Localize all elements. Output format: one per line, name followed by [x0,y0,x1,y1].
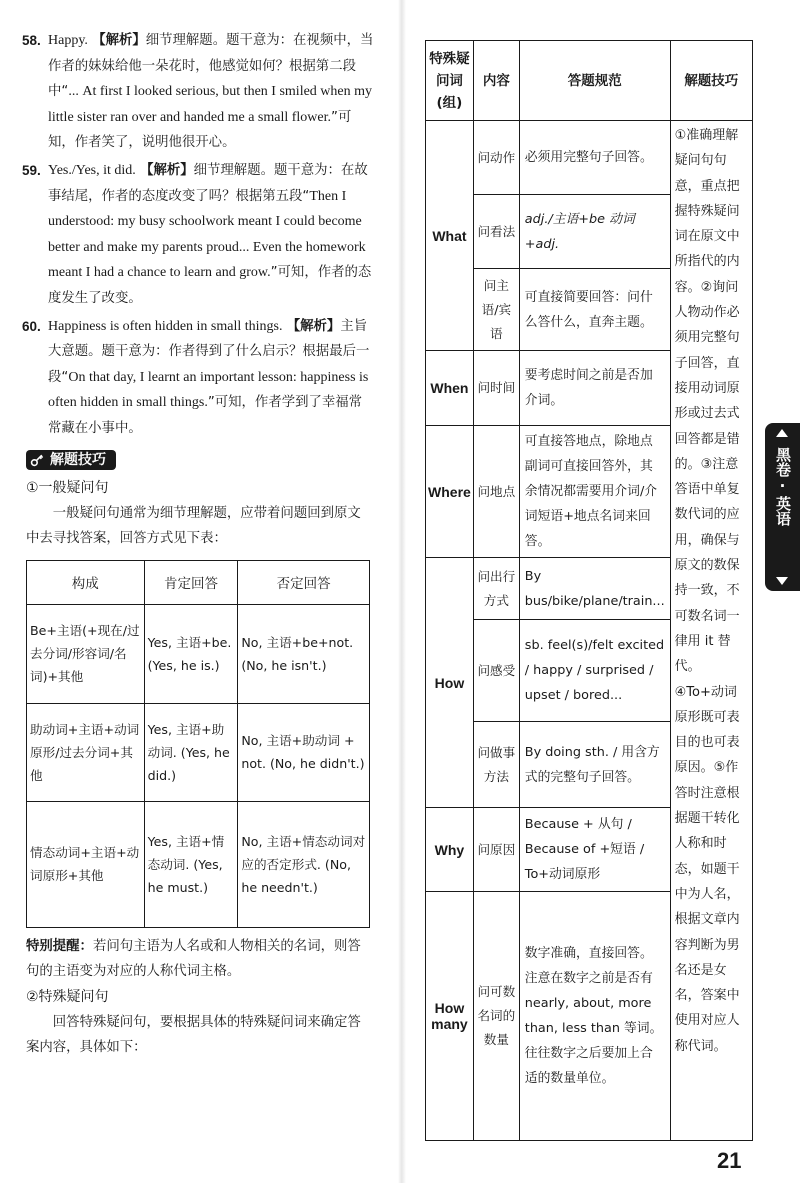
content-cell: 问地点 [473,426,519,558]
table-header-row [27,560,370,604]
table-header: 否定回答 [238,560,370,604]
question-word: How many [426,892,474,1141]
table-header: 构成 [27,560,145,604]
spec-cell: adj./主语+be 动词+adj. [519,195,670,269]
answer-text: Happiness is often hidden in small things. [48,318,283,334]
analysis-quote: ... At first I looked serious, but then I smiled when my little sister ran over and handed me a small flower. [48,84,373,125]
key-icon [26,450,48,470]
analysis-text: 主旨大意题。题干意为：作者得到了什么启示？根据最后一段“ [48,318,370,385]
table-header-row [426,41,753,121]
content-cell: 问感受 [473,620,519,722]
analysis-text-end: ”可知，作者笑了，说明他很开心。 [48,109,352,151]
analysis-text: 细节理解题。题干意为：在视频中，当作者的妹妹给他一朵花时，他感觉如何？根据第二段中“ [48,33,374,100]
yes-no-question-table [26,560,370,928]
analysis-text: 细节理解题。题干意为：在故事结尾，作者的态度改变了吗？根据第五段“ [48,162,368,204]
table-cell: 助动词+主语+动词原形/过去分词+其他 [27,703,145,801]
question-word: Where [426,426,474,558]
answer-59 [22,158,374,312]
section-paragraph: 回答特殊疑问句，要根据具体的特殊疑问词来确定答案内容，具体如下： [26,1014,361,1056]
answer-text: Happy. [48,33,88,48]
spec-cell: By doing sth. / 用含方式的完整句子回答。 [519,722,670,808]
table-header: 内容 [473,41,519,121]
table-header: 解题技巧 [670,41,752,121]
table-header: 特殊疑问词(组) [426,41,474,121]
tips-banner [26,450,116,470]
section-paragraph: 一般疑问句通常为细节理解题，应带着问题回到原文中去寻找答案，回答方式见下表： [26,505,361,547]
content-cell: 问做事方法 [473,722,519,808]
analysis-tag: 【解析】 [286,318,341,334]
page-fold-shadow [398,0,406,1183]
spec-cell: 要考虑时间之前是否加介词。 [519,351,670,426]
triangle-up-icon [776,429,788,437]
question-word: What [426,121,474,351]
page-number: 21 [717,1148,742,1173]
tips-cell: ①准确理解疑问句句意，重点把握特殊疑问词在原文中所指代的内容。②询问人物动作必须用完整句子回答，直接用动词原形或过去式回答都是错的。③注意答语中单复数代词的应用，确保与原文的数保持一致，不可数名词一律用 it 替代。④To+动词原形既可表目的也可表原因。⑤作答时注意根据题干转化人称和时态，如题干中为人名，根据文章内容判断为男名还是女名，答案中使用对应人称代词。 [670,121,752,1141]
table-row [27,703,370,801]
question-word: When [426,351,474,426]
section-title-wh: ②特殊疑问句 [26,988,109,1005]
spec-cell: 数字准确，直接回答。注意在数字之前是否有 nearly, about, more than, less than 等词。往往数字之后要加上合适的数量单位。 [519,892,670,1141]
analysis-quote: On that day, I learnt an important lesson: happiness is often hidden in small things. [48,369,369,411]
analysis-tag: 【解析】 [140,162,194,178]
table-cell: No, 主语+情态动词对应的否定形式. (No, he needn't.) [238,801,370,927]
content-cell: 问看法 [473,195,519,269]
analysis-text-end: ”可知，作者的态度发生了改变。 [48,265,372,306]
question-number: 59. [22,162,41,178]
answer-58 [22,28,374,156]
answer-text: Yes./Yes, it did. [48,162,136,178]
spec-cell: 可直接简要回答：问什么答什么，直奔主题。 [519,269,670,351]
subject-side-tab [765,423,800,591]
content-cell: 问原因 [473,808,519,892]
analysis-quote: Then I understood: my busy schoolwork meant I could become better and make my parents proud... Even the homework meant I had a chance to learn and grow. [48,188,366,281]
question-word: How [426,558,474,808]
analysis-tag: 【解析】 [92,33,146,48]
wh-question-table [425,40,753,1141]
answer-60 [22,314,374,442]
table-cell: Yes, 主语+情态动词. (Yes, he must.) [144,801,238,927]
table-cell: No, 主语+助动词 + not. (No, he didn't.) [238,703,370,801]
tips-label: 解题技巧 [48,450,116,470]
table-cell: 情态动词+主语+动词原形+其他 [27,801,145,927]
table-row [426,121,753,195]
table-cell: Yes, 主语+be. (Yes, he is.) [144,604,238,703]
spec-cell: Because + 从句 / Because of +短语 / To+动词原形 [519,808,670,892]
content-cell: 问主语/宾语 [473,269,519,351]
question-word: Why [426,808,474,892]
side-tab-label [765,447,800,526]
content-cell: 问动作 [473,121,519,195]
side-tab-dot: · [779,477,786,495]
side-tab-line2: 英语 [774,496,792,526]
special-note [22,934,374,985]
table-cell: Yes, 主语+助动词. (Yes, he did.) [144,703,238,801]
content-cell: 问出行方式 [473,558,519,620]
note-text: 若问句主语为人名或和人物相关的名词，则答句的主语变为对应的人称代词主格。 [26,938,361,980]
triangle-down-icon [776,577,788,585]
content-cell: 问时间 [473,351,519,426]
table-cell: Be+主语(+现在/过去分词/形容词/名词)+其他 [27,604,145,703]
spec-cell: sb. feel(s)/felt excited / happy / surprised / upset / bored... [519,620,670,722]
content-cell: 问可数名词的数量 [473,892,519,1141]
table-cell: No, 主语+be+not. (No, he isn't.) [238,604,370,703]
question-number: 60. [22,318,41,334]
table-header: 答题规范 [519,41,670,121]
table-header: 肯定回答 [144,560,238,604]
table-row [27,801,370,927]
analysis-text-end: ”可知，作者学到了幸福常常藏在小事中。 [48,395,363,436]
spec-cell: 可直接答地点，除地点副词可直接回答外，其余情况都需要用介词/介词短语+地点名词来回答。 [519,426,670,558]
section-title-yes-no: ①一般疑问句 [26,479,109,496]
left-column [22,28,374,1061]
spec-cell: By bus/bike/plane/train... [519,558,670,620]
side-tab-line1: 黑卷 [774,447,792,477]
table-row [27,604,370,703]
note-label: 特别提醒： [26,938,93,954]
question-number: 58. [22,33,41,48]
spec-cell: 必须用完整句子回答。 [519,121,670,195]
